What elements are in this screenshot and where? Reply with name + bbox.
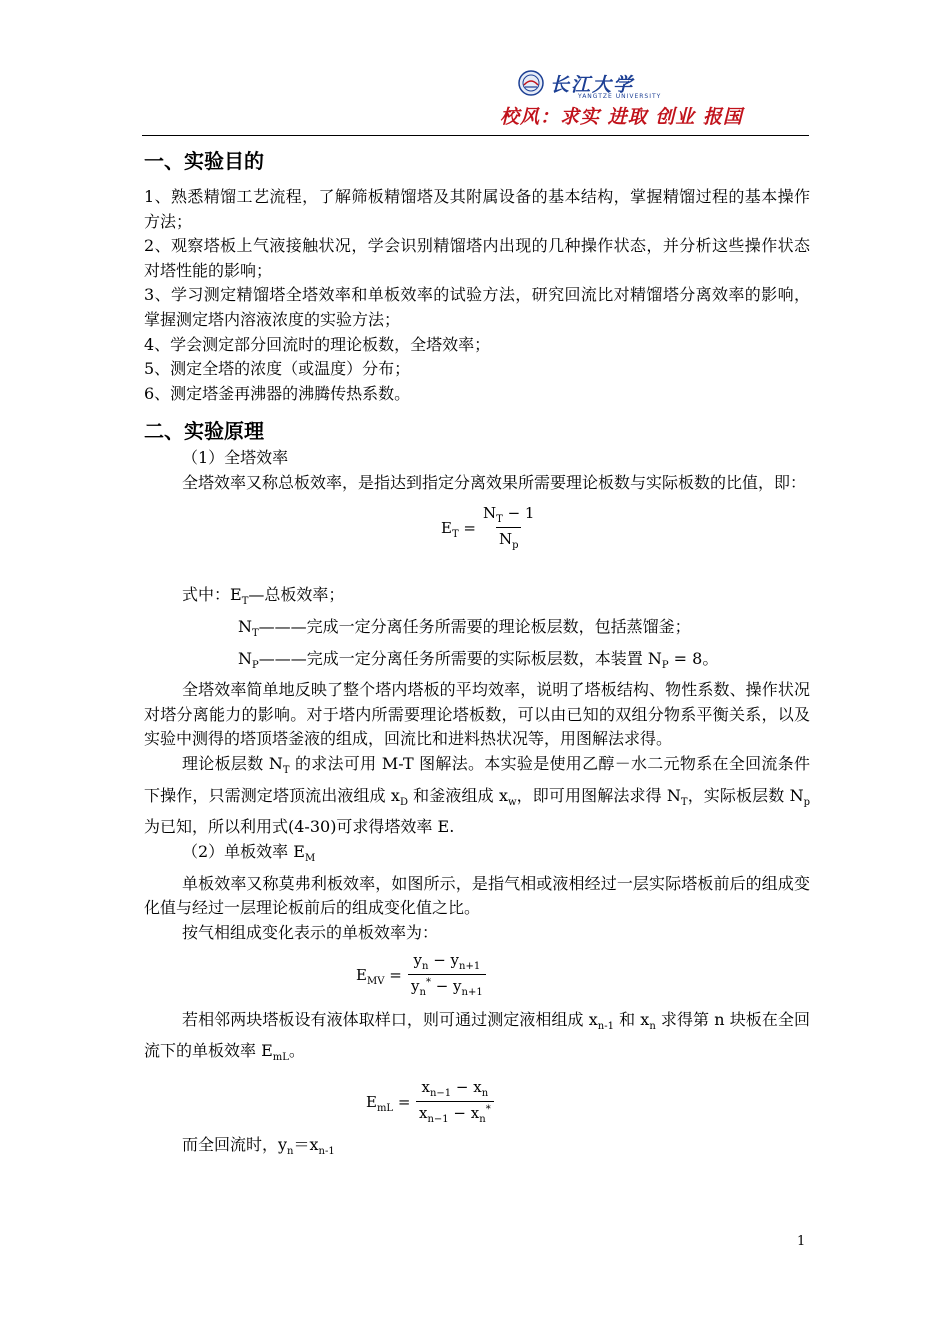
equation-liquid-plate-efficiency [144,1071,810,1133]
denominator: $N_p$ [496,527,522,551]
section1-title: 一、实验目的 [144,149,264,173]
university-motto: 校风：求实 进取 创业 报国 [500,106,743,128]
section2-title: 二、实验原理 [144,419,264,444]
numerator: $y_n - y_{n+1}$ [413,950,481,972]
definition-line: $N_P———$完成一定分离任务所需要的实际板层数，本装置 $N_P = 8$。 [238,648,719,672]
equation-fraction [416,1078,494,1125]
paragraph: 全塔效率又称总板效率，是指达到指定分离效果所需要理论板数与实际板数的比值，即： [182,472,807,492]
list-item: 2、观察塔板上气液接触状况，学会识别精馏塔内出现的几种操作状态，并分析这些操作状态对塔性能的影响； [144,236,810,280]
subsection-title-single-plate-efficiency: （2）单板效率 $E_M$ [182,842,316,865]
university-emblem-icon [518,70,544,96]
list-item: 1、熟悉精馏工艺流程，了解筛板精馏塔及其附属设备的基本结构，掌握精馏过程的基本操作方法； [144,187,810,231]
equation-lhs: $E_T$ = [441,518,476,540]
equation-lhs: $E_{mL}$ = [366,1093,411,1115]
numerator: $N_T - 1$ [483,503,535,525]
paragraph: 而全回流时，$y_n=x_{n-1}$ [182,1135,335,1158]
list-item: 4、学会测定部分回流时的理论板数，全塔效率； [144,334,491,354]
equation-lhs: $E_{MV}$ = [356,965,402,987]
subsection-title-overall-efficiency: （1）全塔效率 [182,448,289,468]
denominator: $x_{n-1} - x_n^*$ [416,1101,494,1125]
page-header [0,0,950,140]
university-english-name: YANGTZE UNIVERSITY [578,93,662,100]
equation-fraction [408,951,486,998]
list-item: 6、测定塔釜再沸器的沸腾传热系数。 [144,383,411,403]
paragraph: 单板效率又称莫弗利板效率，如图所示，是指气相或液相经过一层实际塔板前后的组成变化值与经过一层理论板前后的组成变化值之比。 [144,873,810,918]
definition-line: 式中：$E_T—$总板效率； [182,584,345,607]
equation-vapor-plate-efficiency [144,946,810,1008]
symbol-definitions [144,582,810,679]
numerator: $x_{n-1} - x_n$ [421,1078,489,1100]
page-content [144,146,810,1165]
list-item: 5、测定全塔的浓度（或温度）分布； [144,359,411,379]
equation-overall-efficiency [144,496,810,572]
denominator: $y_n^* - y_{n+1}$ [408,974,486,998]
principle-body [144,446,810,1165]
objectives-list [144,185,810,406]
paragraph: 若相邻两块塔板设有液体取样口，则可通过测定液相组成 $x_{n-1}$ 和 $x_n$ 求得第 n 块板在全回流下的单板效率 $E_{mL}$。 [144,1009,810,1064]
header-rule [142,135,809,136]
paragraph: 理论板层数 $N_T$ 的求法可用 M-T 图解法。本实验是使用乙醇－水二元物系在全回流条件下操作，只需测定塔顶流出液组成 $x_D$ 和釜液组成 $x_w$，即可用图解法求得 $N_T$，实际板层数 $N_p$ 为已知，所以利用式(4-30)可求得塔效率 E. [144,753,810,837]
university-name: 长江大学 [550,73,635,96]
page-number: 1 [797,1234,806,1249]
paragraph: 全塔效率简单地反映了整个塔内塔板的平均效率，说明了塔板结构、物性系数、操作状况对塔分离能力的影响。对于塔内所需要理论塔板数，可以由已知的双组分物系平衡关系，以及实验中测得的塔顶塔釜液的组成，回流比和进料热状况等，用图解法求得。 [144,680,810,749]
equation-fraction [480,504,537,551]
list-item: 3、学习测定精馏塔全塔效率和单板效率的试验方法，研究回流比对精馏塔分离效率的影响，掌握测定塔内溶液浓度的实验方法； [144,285,810,329]
paragraph: 按气相组成变化表示的单板效率为： [182,923,439,942]
definition-line: $N_T———$完成一定分离任务所需要的理论板层数，包括蒸馏釜； [238,616,691,639]
